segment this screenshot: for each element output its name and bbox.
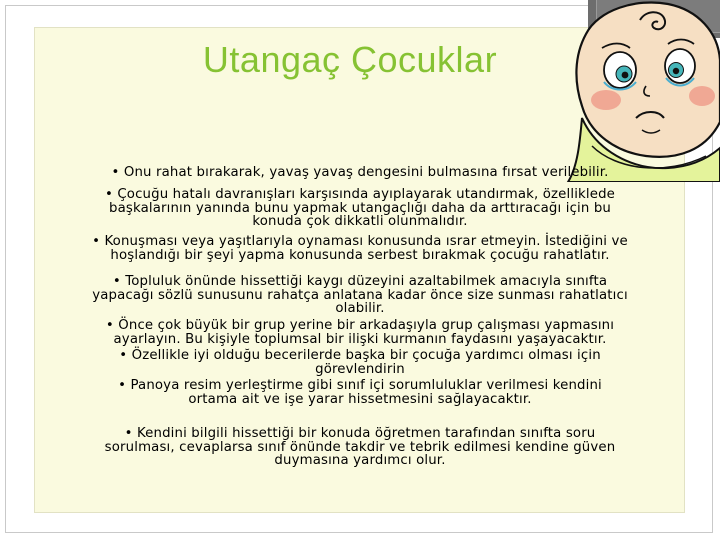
paragraph-2-line-3: konuda çok dikkatli olunmalıdır. <box>252 214 468 229</box>
paragraph-4 <box>36 275 684 316</box>
paragraph-3-line-2: hoşlandığı bir şeyi yapma konusunda serbest bırakmak çocuğu rahatlatır. <box>110 247 610 263</box>
slide-title: Utangaç Çocuklar <box>202 39 498 80</box>
paragraph-2 <box>36 188 684 229</box>
paragraph-7-line-2: ortama ait ve işe yarar hissetmesini sağlayacaktır. <box>188 391 532 407</box>
paragraph-5-line-1: • Önce çok büyük bir grup yerine bir arkadaşıyla grup çalışması yapmasını <box>105 318 615 333</box>
paragraph-1 <box>36 166 684 180</box>
paragraph-7-line-1: • Panoya resim yerleştirme gibi sınıf içi sorumluluklar verilmesi kendini <box>118 378 602 393</box>
paragraph-4-line-1: • Topluluk önünde hissettiği kaygı düzeyini azaltabilmek amacıyla sınıfta <box>112 274 608 289</box>
paragraph-2-line-1: • Çocuğu hatalı davranışları karşısında ayıplayarak utandırmak, özelliklede <box>104 187 615 202</box>
left-cheek <box>591 90 621 110</box>
left-eye-pupil <box>622 72 629 79</box>
paragraph-7 <box>36 379 684 406</box>
crying-baby-illustration <box>556 0 720 182</box>
baby-head <box>576 2 720 156</box>
paragraph-4-line-2: yapacağı sözlü sunusunu rahatça anlatana kadar önce size sunması rahatlatıcı <box>92 287 628 303</box>
right-eye-pupil <box>673 68 679 74</box>
paragraph-8-line-1: • Kendini bilgili hissettiği bir konuda öğretmen tarafından sınıfta soru <box>124 426 596 441</box>
paragraph-3-line-1: • Konuşması veya yaşıtlarıyla oynaması konusunda ısrar etmeyin. İstediğini ve <box>92 234 628 249</box>
paragraph-3 <box>36 235 684 262</box>
paragraph-6 <box>36 349 684 376</box>
paragraph-6-line-1: • Özellikle iyi olduğu becerilerde başka bir çocuğa yardımcı olması için <box>119 348 601 363</box>
paragraph-8-line-2: sorulması, cevaplarsa sınıf önünde takdir ve tebrik edilmesi kendine güven <box>104 439 616 455</box>
paragraph-6-line-2: görevlendirin <box>315 361 405 377</box>
paragraph-8 <box>36 427 684 468</box>
paragraph-2-line-2: başkalarının yanında bunu yapmak utangaçlığı daha da arttıracağı için bu <box>109 200 611 216</box>
paragraph-4-line-3: olabilir. <box>335 301 385 316</box>
paragraph-5 <box>36 319 684 346</box>
paragraph-8-line-3: duymasına yardımcı olur. <box>274 453 446 468</box>
right-cheek <box>689 86 715 106</box>
paragraph-5-line-2: ayarlayın. Bu kişiyle toplumsal bir ilişki kurmanın faydasını yaşayacaktır. <box>113 331 607 347</box>
paragraph-1-line-1: • Onu rahat bırakarak, yavaş yavaş dengesini bulmasına fırsat verilebilir. <box>111 165 609 180</box>
